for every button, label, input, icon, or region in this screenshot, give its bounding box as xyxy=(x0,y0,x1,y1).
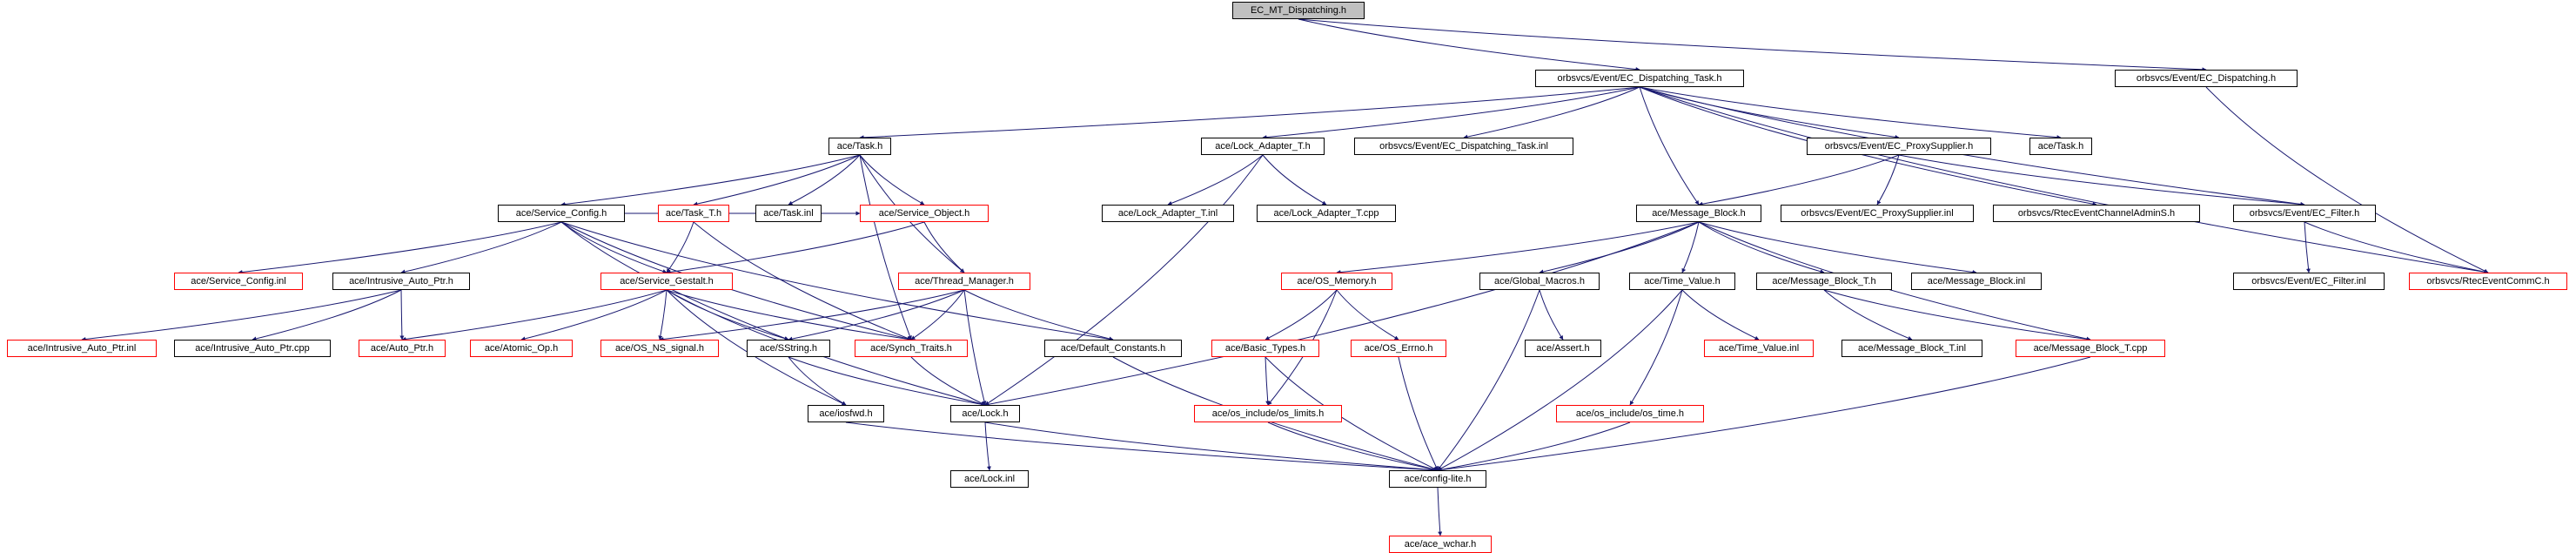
graph-node[interactable]: ace/Intrusive_Auto_Ptr.inl xyxy=(7,340,157,357)
graph-node[interactable]: ace/Auto_Ptr.h xyxy=(359,340,446,357)
graph-node[interactable]: ace/Message_Block.inl xyxy=(1911,273,2042,290)
graph-node[interactable]: orbsvcs/Event/EC_Dispatching_Task.inl xyxy=(1354,138,1573,155)
graph-node[interactable]: ace/OS_NS_signal.h xyxy=(600,340,719,357)
graph-node[interactable]: orbsvcs/Event/EC_Dispatching.h xyxy=(2115,70,2298,87)
graph-node[interactable]: orbsvcs/RtecEventChannelAdminS.h xyxy=(1993,205,2200,222)
graph-node[interactable]: ace/Intrusive_Auto_Ptr.h xyxy=(332,273,470,290)
graph-node[interactable]: ace/Message_Block_T.cpp xyxy=(2016,340,2165,357)
graph-node[interactable]: orbsvcs/Event/EC_ProxySupplier.inl xyxy=(1781,205,1974,222)
graph-node[interactable]: ace/Lock_Adapter_T.cpp xyxy=(1257,205,1396,222)
graph-node[interactable]: orbsvcs/Event/EC_Filter.h xyxy=(2233,205,2376,222)
graph-node[interactable]: ace/Lock_Adapter_T.inl xyxy=(1102,205,1234,222)
graph-node[interactable]: ace/Lock.h xyxy=(950,405,1020,422)
graph-node[interactable]: ace/Atomic_Op.h xyxy=(470,340,573,357)
graph-node[interactable]: ace/os_include/os_time.h xyxy=(1556,405,1704,422)
graph-node[interactable]: ace/Time_Value.inl xyxy=(1704,340,1814,357)
graph-node[interactable]: ace/config-lite.h xyxy=(1389,470,1486,488)
graph-node[interactable]: orbsvcs/Event/EC_Filter.inl xyxy=(2233,273,2385,290)
graph-node[interactable]: ace/OS_Errno.h xyxy=(1351,340,1446,357)
graph-node[interactable]: ace/Message_Block.h xyxy=(1636,205,1761,222)
graph-node[interactable]: ace/Default_Constants.h xyxy=(1044,340,1182,357)
graph-node[interactable]: ace/Message_Block_T.inl xyxy=(1841,340,1982,357)
graph-node[interactable]: orbsvcs/RtecEventCommC.h xyxy=(2409,273,2567,290)
graph-node[interactable]: ace/Service_Object.h xyxy=(860,205,989,222)
graph-node[interactable]: ace/Global_Macros.h xyxy=(1479,273,1600,290)
graph-node[interactable]: orbsvcs/Event/EC_ProxySupplier.h xyxy=(1807,138,1991,155)
graph-node[interactable]: ace/Service_Gestalt.h xyxy=(600,273,733,290)
graph-node[interactable]: ace/Lock.inl xyxy=(950,470,1029,488)
graph-node[interactable]: ace/Assert.h xyxy=(1525,340,1601,357)
graph-node[interactable]: ace/Service_Config.h xyxy=(498,205,625,222)
graph-node[interactable]: ace/SString.h xyxy=(747,340,830,357)
graph-node[interactable]: ace/Intrusive_Auto_Ptr.cpp xyxy=(174,340,331,357)
graph-node[interactable]: ace/Basic_Types.h xyxy=(1211,340,1319,357)
graph-node[interactable]: ace/ace_wchar.h xyxy=(1389,536,1492,553)
graph-node[interactable]: EC_MT_Dispatching.h xyxy=(1232,2,1365,19)
graph-node[interactable]: ace/Task_T.h xyxy=(658,205,729,222)
graph-node[interactable]: ace/Task.h xyxy=(2029,138,2092,155)
graph-node[interactable]: ace/iosfwd.h xyxy=(808,405,884,422)
graph-node[interactable]: ace/Message_Block_T.h xyxy=(1756,273,1892,290)
graph-node[interactable]: ace/Task.inl xyxy=(755,205,822,222)
graph-node[interactable]: ace/Time_Value.h xyxy=(1629,273,1735,290)
graph-node[interactable]: orbsvcs/Event/EC_Dispatching_Task.h xyxy=(1535,70,1744,87)
graph-node[interactable]: ace/os_include/os_limits.h xyxy=(1194,405,1342,422)
graph-node[interactable]: ace/OS_Memory.h xyxy=(1281,273,1392,290)
graph-node[interactable]: ace/Thread_Manager.h xyxy=(898,273,1030,290)
graph-node[interactable]: ace/Service_Config.inl xyxy=(174,273,303,290)
graph-node[interactable]: ace/Synch_Traits.h xyxy=(855,340,968,357)
graph-node[interactable]: ace/Task.h xyxy=(828,138,891,155)
graph-node[interactable]: ace/Lock_Adapter_T.h xyxy=(1201,138,1325,155)
